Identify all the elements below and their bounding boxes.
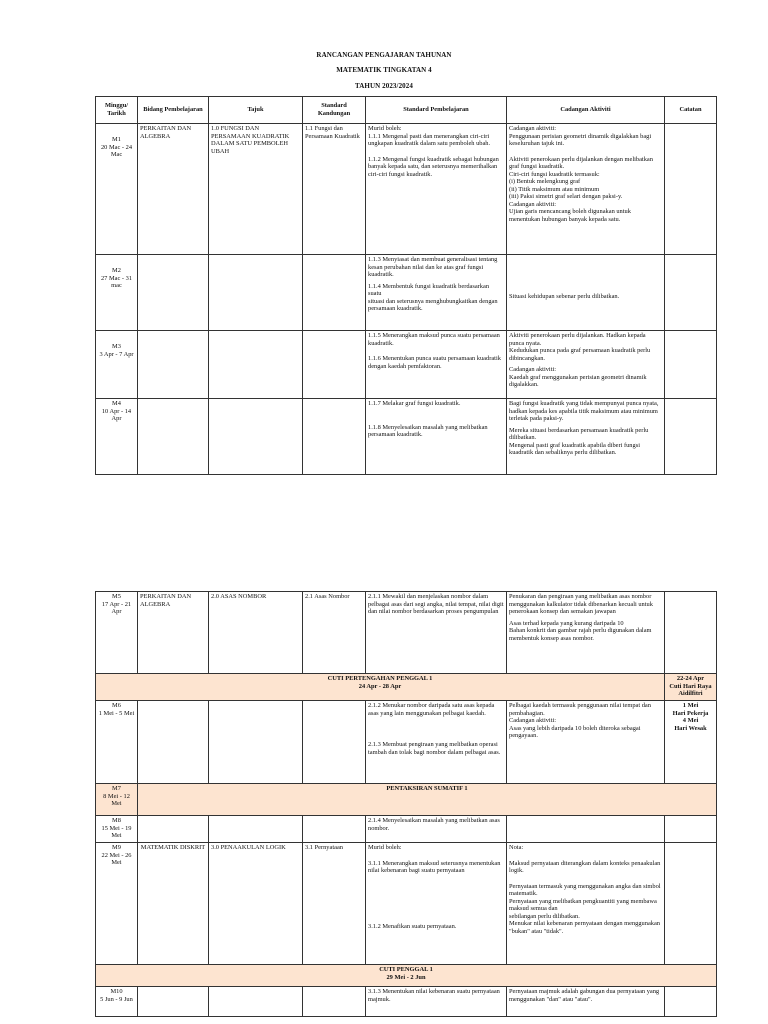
standard-kandungan-cell [303,816,366,843]
tajuk-cell [209,701,303,784]
cadangan-aktiviti-cell: Bagi fungsi kuadratik yang tidak mempunyai punca nyata, hadkan kepada kes apabila titik maksimum atau minimum terletak pada paksi-y. Mereka situasi berdasarkan persamaan kuadratik perlu dilibatkan. Mengenal pasti graf kuadratik apabila diberi fungsi kuadratik dan sebaliknya perlu dilibatkan. [507,399,665,475]
document-title: RANCANGAN PENGAJARAN TAHUNAN [316,51,452,59]
standard-pembelajaran-cell: 1.1.5 Menerangkan maksud punca suatu persamaan kuadratik. 1.1.6 Menentukan punca suatu persamaan kuadratik dengan kaedah pemfaktoran. [366,331,507,399]
cuti-pertengahan-cell: CUTI PERTENGAHAN PENGGAL 1 24 Apr - 28 Apr [96,674,665,701]
catatan-cell [665,843,717,965]
header-bidang: Bidang Pembelajaran [138,97,209,124]
standard-pembelajaran-cell: Murid boleh: 3.1.1 Menerangkan maksud seterusnya menentukan nilai kebenaran bagi suatu pernyataan 3.1.2 Menafikan suatu pernyataan. [366,843,507,965]
cadangan-aktiviti-cell: Pelbagai kaedah termasuk penggunaan nilai tempat dan pembahagian. Cadangan aktiviti: Asas yang lebih daripada 10 boleh diteroka sebagai pengayaan. [507,701,665,784]
standard-kandungan-cell: 2.1 Asas Nombor [303,592,366,674]
week-cell: M8 15 Mei - 19 Mei [96,816,138,843]
tajuk-cell [209,255,303,331]
week-cell: M2 27 Mac - 31 mac [96,255,138,331]
standard-kandungan-cell: 1.1 Fungsi dan Persamaan Kuadratik [303,124,366,255]
week-cell: M4 10 Apr - 14 Apr [96,399,138,475]
tajuk-cell: 3.0 PENAAKULAN LOGIK [209,843,303,965]
bidang-cell [138,331,209,399]
cuti-pertengahan-row [96,674,717,701]
table-row [96,124,717,255]
header-standard-kandungan: Standard Kandungan [303,97,366,124]
table-header-row [96,97,717,124]
cadangan-aktiviti-cell [507,816,665,843]
bidang-cell: PERKAITAN DAN ALGEBRA [138,124,209,255]
cadangan-aktiviti-cell: Aktiviti penerokaan perlu dijalankan. Hadkan kepada punca nyata. Kedudukan punca pada graf persamaan kuadratik perlu dibincangkan. Cadangan aktiviti: Kaedah graf menggunakan perisian geometri dinamik digalakkan. [507,331,665,399]
standard-kandungan-cell [303,399,366,475]
cadangan-aktiviti-cell: Situasi kehidupan sebenar perlu dilibatkan. [507,255,665,331]
table-row [96,592,717,674]
standard-pembelajaran-cell: 2.1.4 Menyelesaikan masalah yang melibatkan asas nombor. [366,816,507,843]
standard-pembelajaran-cell: 2.1.1 Mewakil dan menjelaskan nombor dalam pelbagai asas dari segi angka, nilai tempat, nilai digit dan nilai nombor berdasarkan proses pengumpulan [366,592,507,674]
document-year: TAHUN 2023/2024 [355,82,413,90]
header-standard-pembelajaran: Standard Pembelajaran [366,97,507,124]
table-row [96,843,717,965]
catatan-cell [665,592,717,674]
bidang-cell: MATEMATIK DISKRIT [138,843,209,965]
standard-pembelajaran-cell: 1.1.7 Melakar graf fungsi kuadratik. 1.1.8 Menyelesaikan masalah yang melibatkan persamaan kuadratik. [366,399,507,475]
tajuk-cell: 1.0 FUNGSI DAN PERSAMAAN KUADRATIK DALAM SATU PEMBOLEH UBAH [209,124,303,255]
catatan-cell [665,255,717,331]
header-minggu: Minggu/ Tarikh [96,97,138,124]
standard-pembelajaran-cell: 3.1.3 Menentukan nilai kebenaran suatu pernyataan majmuk. [366,987,507,1017]
cadangan-aktiviti-cell: Penukaran dan pengiraan yang melibatkan asas nombor menggunakan kalkulator tidak dibenarkan kecuali untuk penerokaan konsep dan semakan jawapan Asas terhad kepada yang kurang daripada 10 Bahan konkrit dan gambar rajah perlu digunakan dalam membentuk konsep asas nombor. [507,592,665,674]
cadangan-aktiviti-cell: Cadangan aktiviti: Penggunaan perisian geometri dinamik digalakkan bagi keseluruhan tajuk ini. Aktiviti penerokaan perlu dijalankan dengan melibatkan graf fungsi kuadratik. Ciri-ciri fungsi kuadratik termasuk: (i) Bentuk melengkung graf (ii) Titik maksimum atau minimum (iii) Paksi simetri graf selari dengan paksi-y. Cadangan aktiviti: Ujian garis mencancang boleh digunakan untuk menentukan hubungan banyak kepada satu. [507,124,665,255]
pentaksiran-row [96,784,717,816]
standard-kandungan-cell [303,331,366,399]
header-cadangan-aktiviti: Cadangan Aktiviti [507,97,665,124]
week-cell: M7 8 Mei - 12 Mei [96,784,138,816]
tajuk-cell [209,399,303,475]
table-row [96,399,717,475]
catatan-cell [665,331,717,399]
catatan-cell [665,987,717,1017]
standard-pembelajaran-cell: 1.1.3 Menyiasat dan membuat generalisasi tentang kesan perubahan nilai dan ke atas graf fungsi kuadratik. 1.1.4 Membentuk fungsi kuadratik berdasarkan suatu situasi dan seterusnya menghubungkaitkan dengan persamaan kuadratik. [366,255,507,331]
bidang-cell: PERKAITAN DAN ALGEBRA [138,592,209,674]
rpt-table-page-1 [95,96,717,475]
tajuk-cell [209,331,303,399]
standard-pembelajaran-cell: Murid boleh: 1.1.1 Mengenal pasti dan menerangkan ciri-ciri ungkapan kuadratik dalam satu pemboleh ubah. 1.1.2 Mengenal fungsi kuadratik sebagai hubungan banyak kepada satu, dan seterusnya memerihalkan ciri-ciri fungsi kuadratik. [366,124,507,255]
bidang-cell [138,701,209,784]
header-catatan: Catatan [665,97,717,124]
week-cell: M1 20 Mac - 24 Mac [96,124,138,255]
cuti-penggal-cell: CUTI PENGGAL 1 29 Mei - 2 Jun [96,965,717,987]
cadangan-aktiviti-cell: Nota: Maksud pernyataan diterangkan dalam konteks penaakulan logik. Pernyataan termasuk yang menggunakan angka dan simbol matematik. Pernyataan yang melibatkan pengkuantiti yang membawa maksud semua dan sebilangan perlu dilibatkan. Menukar nilai kebenaran pernyataan dengan menggunakan "bukan" atau "tidak". [507,843,665,965]
table-row [96,701,717,784]
document-subtitle: MATEMATIK TINGKATAN 4 [336,66,432,74]
table-row [96,331,717,399]
tajuk-cell [209,987,303,1017]
standard-kandungan-cell: 3.1 Pernyataan [303,843,366,965]
catatan-cell [665,399,717,475]
week-cell: M10 5 Jun - 9 Jun [96,987,138,1017]
standard-pembelajaran-cell: 2.1.2 Menukar nombor daripada satu asas kepada asas yang lain menggunakan pelbagai kaedah. 2.1.3 Membuat pengiraan yang melibatkan operasi tambah dan tolak bagi nombor dalam pelbagai asas. [366,701,507,784]
bidang-cell [138,987,209,1017]
table-row [96,816,717,843]
standard-kandungan-cell [303,255,366,331]
catatan-cuti-raya: 22-24 Apr Cuti Hari Raya Aidilfitri [665,674,717,701]
header-tajuk: Tajuk [209,97,303,124]
tajuk-cell: 2.0 ASAS NOMBOR [209,592,303,674]
bidang-cell [138,816,209,843]
bidang-cell [138,399,209,475]
week-cell: M6 1 Mei - 5 Mei [96,701,138,784]
week-cell: M9 22 Mei - 26 Mei [96,843,138,965]
bidang-cell [138,255,209,331]
rpt-table-page-2 [95,591,717,1017]
catatan-cell [665,816,717,843]
cadangan-aktiviti-cell: Pernyataan majmuk adalah gabungan dua pernyataan yang menggunakan "dan" atau "atau". [507,987,665,1017]
pentaksiran-sumatif-cell: PENTAKSIRAN SUMATIF 1 [138,784,717,816]
week-cell: M3 3 Apr - 7 Apr [96,331,138,399]
table-row [96,255,717,331]
standard-kandungan-cell [303,701,366,784]
week-cell: M5 17 Apr - 21 Apr [96,592,138,674]
table-row [96,987,717,1017]
catatan-cell [665,124,717,255]
standard-kandungan-cell [303,987,366,1017]
catatan-cell: 1 Mei Hari Pekerja 4 Mei Hari Wesak [665,701,717,784]
tajuk-cell [209,816,303,843]
cuti-penggal-row [96,965,717,987]
